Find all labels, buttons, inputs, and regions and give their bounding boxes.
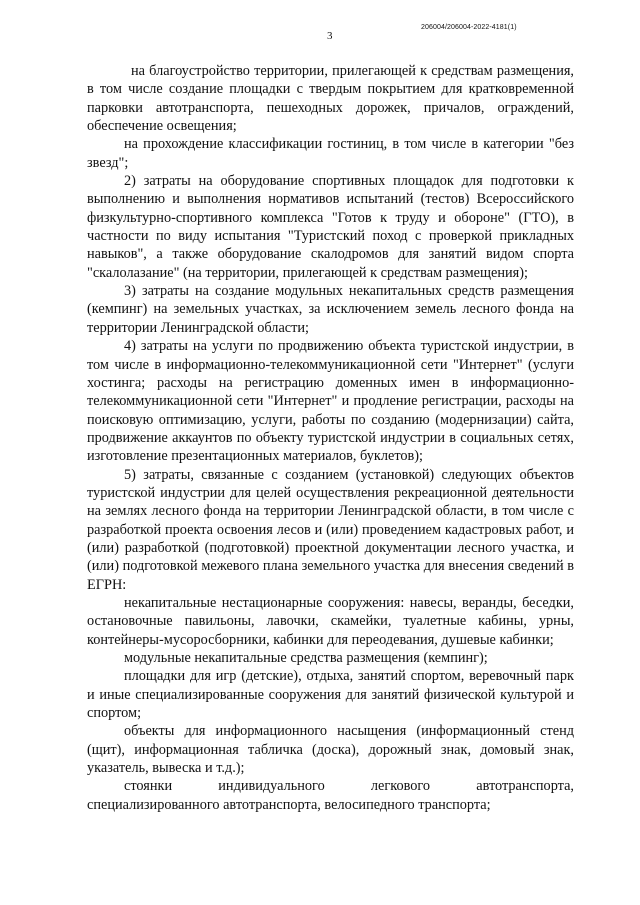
paragraph-item-4: 4) затраты на услуги по продвижению объекта туристской индустрии, в том числе в информационно-телекоммуникационной сети "Интернет" (услуги хостинга; расходы на регистрацию доменных имен в информационно-телекоммуникационной сети "Интернет" и продление регистрации, расходы на поисковую оптимизацию, услуги, работы по созданию (модернизации) сайта, продвижение аккаунтов по объекту туристской индустрии в социальных сетях, изготовление презентационных материалов, буклетов); <box>87 338 574 465</box>
paragraph-improvement: на благоустройство территории, прилегающей к средствам размещения, в том числе создание площадки с твердым покрытием для кратковременной парковки автотранспорта, пешеходных дорожек, причалов, ограждений, обеспечение освещения; <box>87 63 574 135</box>
paragraph-parking: стоянки индивидуального легкового автотранспорта, специализированного автотранспорта, велосипедного транспорта; <box>87 778 574 813</box>
document-id: 206004/206004-2022-4181(1) <box>421 24 517 31</box>
paragraph-information-objects: объекты для информационного насыщения (информационный стенд (щит), информационная табличка (доска), дорожный знак, домовый знак, указатель, вывеска и т.д.); <box>87 723 574 777</box>
paragraph-item-5: 5) затраты, связанные с созданием (установкой) следующих объектов туристской индустрии для целей осуществления рекреационной деятельности на землях лесного фонда на территории Ленинградской области, в том числе с разработкой проекта освоения лесов и (или) проведением кадастровых работ, и (или) разработкой (подготовкой) проектной документации лесного участка, и (или) подготовкой межевого плана земельного участка для внесения сведений в ЕГРН: <box>87 466 574 593</box>
paragraph-item-2: 2) затраты на оборудование спортивных площадок для подготовки к выполнению и выполнения нормативов испытаний (тестов) Всероссийского физкультурно-спортивного комплекса "Готов к труду и обороне" (ГТО), в частности по виду испытания "Туристский поход с проверкой прикладных навыков", а также оборудование скалодромов для занятий видом спорта "скалолазание" (на территории, прилегающей к средствам размещения); <box>87 173 574 281</box>
document-body <box>87 62 574 814</box>
paragraph-playgrounds: площадки для игр (детские), отдыха, занятий спортом, веревочный парк и иные специализированные сооружения для занятий физической культурой и спортом; <box>87 668 574 722</box>
paragraph-hotel-classification: на прохождение классификации гостиниц, в том числе в категории "без звезд"; <box>87 136 574 171</box>
page-number: 3 <box>327 30 333 42</box>
paragraph-modular-accommodation: модульные некапитальные средства размещения (кемпинг); <box>124 650 488 666</box>
paragraph-item-3: 3) затраты на создание модульных некапитальных средств размещения (кемпинг) на земельных участках, за исключением земель лесного фонда на территории Ленинградской области; <box>87 283 574 336</box>
paragraph-non-capital-structures: некапитальные нестационарные сооружения: навесы, веранды, беседки, остановочные павильоны, лавочки, скамейки, туалетные кабины, урны, контейнеры-мусоросборники, кабинки для переодевания, душевые кабинки; <box>87 594 574 648</box>
